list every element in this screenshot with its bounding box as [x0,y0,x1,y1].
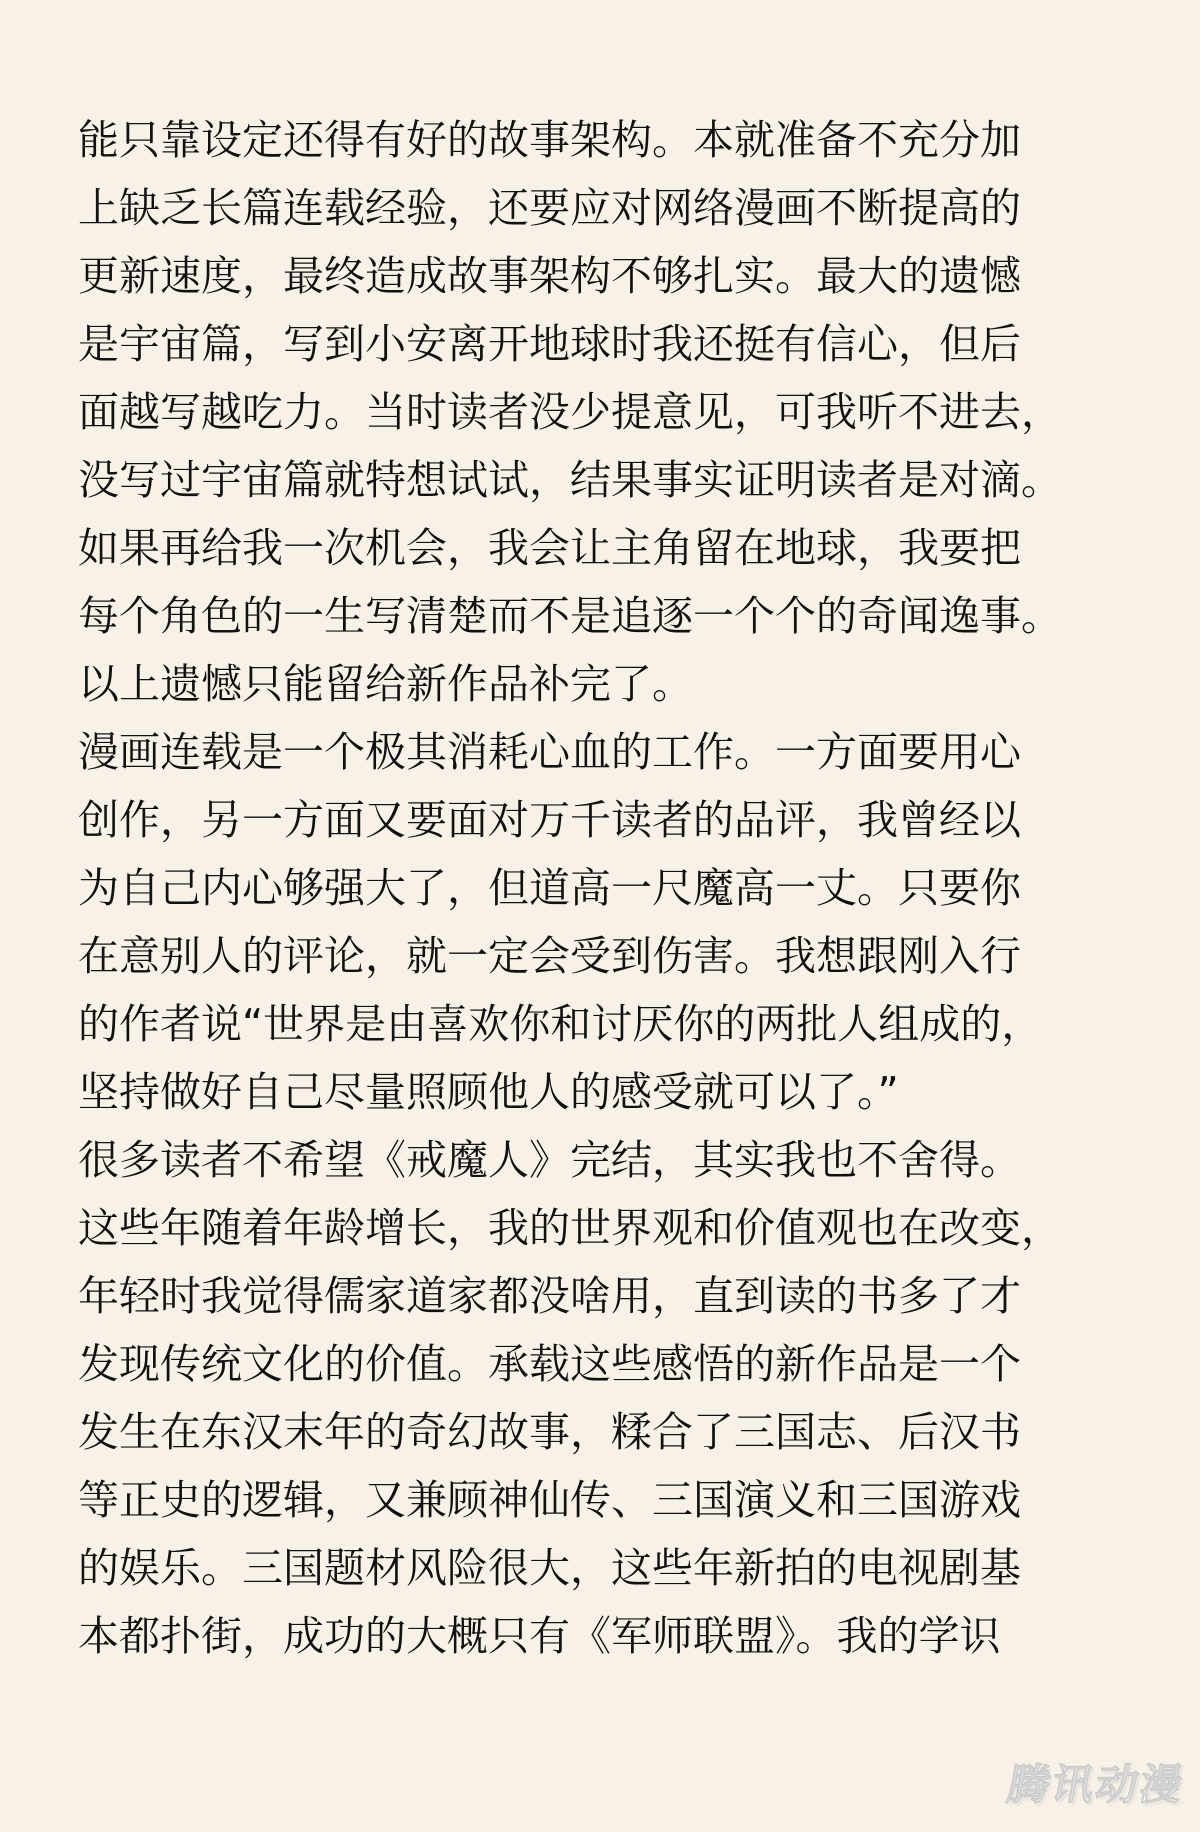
text-line-1: 能只靠设定还得有好的故事架构。本就准备不充分加 [78,116,1021,164]
text-line-12: 为自己内心够强大了，但道高一尺魔高一丈。只要你 [78,864,1021,912]
body-text [78,106,1138,1670]
text-line-20: 发生在东汉末年的奇幻故事，糅合了三国志、后汉书 [78,1408,1021,1456]
text-line-13: 在意别人的评论，就一定会受到伤害。我想跟刚入行 [78,932,1021,980]
text-line-4: 是宇宙篇，写到小安离开地球时我还挺有信心，但后 [78,320,1021,368]
text-line-9: 以上遗憾只能留给新作品补完了。 [78,660,693,708]
text-line-18: 年轻时我觉得儒家道家都没啥用，直到读的书多了才 [78,1272,1021,1320]
text-line-22: 的娱乐。三国题材风险很大，这些年新拍的电视剧基 [78,1544,1021,1592]
text-line-15: 坚持做好自己尽量照顾他人的感受就可以了。” [78,1068,899,1116]
text-line-6: 没写过宇宙篇就特想试试，结果事实证明读者是对滴。 [78,456,1062,504]
text-line-14: 的作者说“世界是由喜欢你和讨厌你的两批人组成的， [78,1000,1043,1048]
text-line-3: 更新速度，最终造成故事架构不够扎实。最大的遗憾 [78,252,1021,300]
text-line-19: 发现传统文化的价值。承载这些感悟的新作品是一个 [78,1340,1021,1388]
text-line-8: 每个角色的一生写清楚而不是追逐一个个的奇闻逸事。 [78,592,1062,640]
text-line-16: 很多读者不希望《戒魔人》完结，其实我也不舍得。 [78,1136,1021,1184]
text-line-11: 创作，另一方面又要面对万千读者的品评，我曾经以 [78,796,1021,844]
text-line-5: 面越写越吃力。当时读者没少提意见，可我听不进去， [78,388,1062,436]
text-line-17: 这些年随着年龄增长，我的世界观和价值观也在改变， [78,1204,1062,1252]
text-line-7: 如果再给我一次机会，我会让主角留在地球，我要把 [78,524,1021,572]
text-line-21: 等正史的逻辑，又兼顾神仙传、三国演义和三国游戏 [78,1476,1021,1524]
text-line-2: 上缺乏长篇连载经验，还要应对网络漫画不断提高的 [78,184,1021,232]
watermark-text: 腾讯动漫 [1003,1760,1189,1809]
text-line-10: 漫画连载是一个极其消耗心血的工作。一方面要用心 [78,728,1021,776]
text-line-23: 本都扑街，成功的大概只有《军师联盟》。我的学识 [78,1612,1001,1660]
tencent-comics-watermark [996,1750,1196,1820]
